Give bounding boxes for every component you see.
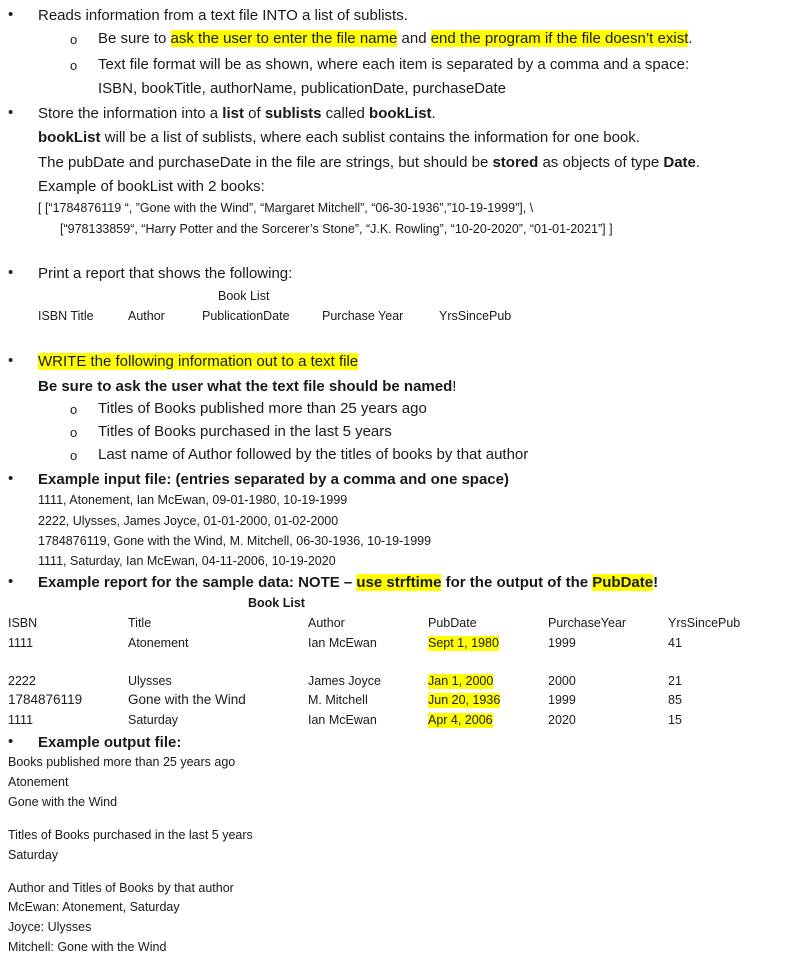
circle-bullet: o bbox=[70, 402, 78, 417]
table-cell: James Joyce bbox=[308, 674, 381, 688]
table-cell-pubdate: Jan 1, 2000 bbox=[428, 674, 494, 688]
output-line: Joyce: Ulysses bbox=[8, 920, 92, 934]
table-cell-pubdate: Jun 20, 1936 bbox=[428, 693, 501, 707]
table-cell: Atonement bbox=[128, 636, 189, 650]
circle-bullet: o bbox=[70, 425, 78, 440]
output-item: Titles of Books purchased in the last 5 years bbox=[98, 423, 392, 440]
input-row: 1784876119, Gone with the Wind, M. Mitchell, 06-30-1936, 10-19-1999 bbox=[38, 534, 432, 548]
table-cell: Gone with the Wind bbox=[128, 692, 246, 707]
table-cell: 1111 bbox=[8, 636, 34, 650]
output-item: Last name of Author followed by the titles of books by that author bbox=[98, 446, 529, 463]
req-store-list: Store the information into a list of sublists called bookList. bbox=[38, 105, 436, 122]
table-header: PurchaseYear bbox=[548, 616, 627, 630]
report-col: YrsSincePub bbox=[439, 309, 512, 323]
example-report-heading: Example report for the sample data: NOTE – use strftime for the output of the PubDate! bbox=[38, 574, 659, 591]
table-cell: Ian McEwan bbox=[308, 636, 377, 650]
table-cell: 1999 bbox=[548, 636, 576, 650]
bullet-dot: • bbox=[8, 352, 14, 369]
table-cell: 41 bbox=[668, 636, 682, 650]
table-cell: M. Mitchell bbox=[308, 693, 368, 707]
circle-bullet: o bbox=[70, 58, 78, 73]
table-cell-pubdate: Apr 4, 2006 bbox=[428, 713, 493, 727]
circle-bullet: o bbox=[70, 448, 78, 463]
req-print-report: Print a report that shows the following: bbox=[38, 265, 293, 282]
input-row: 2222, Ulysses, James Joyce, 01-01-2000, 01-02-2000 bbox=[38, 514, 339, 528]
output-line: Books published more than 25 years ago bbox=[8, 755, 236, 769]
req-read-file: Reads information from a text file INTO a list of sublists. bbox=[38, 7, 408, 24]
table-header: PubDate bbox=[428, 616, 477, 630]
circle-bullet: o bbox=[70, 32, 78, 47]
example-input-heading: Example input file: (entries separated by a comma and one space) bbox=[38, 471, 509, 488]
output-item: Titles of Books published more than 25 years ago bbox=[98, 400, 427, 417]
table-cell: 1999 bbox=[548, 693, 576, 707]
table-cell: Ian McEwan bbox=[308, 713, 377, 727]
output-line: Gone with the Wind bbox=[8, 795, 118, 809]
table-cell: 15 bbox=[668, 713, 682, 727]
table-cell: 2222 bbox=[8, 674, 36, 688]
sample-report-title: Book List bbox=[248, 596, 305, 610]
table-cell: 85 bbox=[668, 693, 682, 707]
date-desc: The pubDate and purchaseDate in the file are strings, but should be stored as objects of type Date. bbox=[38, 154, 701, 171]
bullet-dot: • bbox=[8, 6, 14, 23]
input-row: 1111, Saturday, Ian McEwan, 04-11-2006, 10-19-2020 bbox=[38, 554, 336, 568]
report-title: Book List bbox=[218, 289, 270, 303]
req-write-file: WRITE the following information out to a text file bbox=[38, 353, 359, 370]
output-line: Atonement bbox=[8, 775, 69, 789]
output-line: Titles of Books purchased in the last 5 years bbox=[8, 828, 253, 842]
table-cell: 21 bbox=[668, 674, 682, 688]
table-cell: 1784876119 bbox=[8, 692, 83, 707]
bullet-dot: • bbox=[8, 264, 14, 281]
bullet-dot: • bbox=[8, 573, 14, 590]
table-header: ISBN bbox=[8, 616, 38, 630]
req-file-format: Text file format will be as shown, where each item is separated by a comma and a space: bbox=[98, 56, 690, 73]
bullet-dot: • bbox=[8, 470, 14, 487]
bullet-dot: • bbox=[8, 733, 14, 750]
report-col: ISBN Title bbox=[38, 309, 94, 323]
bullet-dot: • bbox=[8, 104, 14, 121]
output-line: Mitchell: Gone with the Wind bbox=[8, 940, 167, 954]
example-output-heading: Example output file: bbox=[38, 734, 182, 751]
table-cell: Saturday bbox=[128, 713, 179, 727]
example-booklist-line1: [ [“1784876119 “, ”Gone with the Wind”, “Margaret Mitchell”, “06-30-1936”,”10-19-1999”], \ bbox=[38, 201, 534, 215]
ask-output-filename: Be sure to ask the user what the text file should be named! bbox=[38, 378, 457, 395]
report-col: Purchase Year bbox=[322, 309, 404, 323]
table-cell-pubdate: Sept 1, 1980 bbox=[428, 636, 499, 650]
table-cell: 1111 bbox=[8, 713, 34, 727]
table-header: Author bbox=[308, 616, 345, 630]
table-header: YrsSincePub bbox=[668, 616, 741, 630]
file-format-fields: ISBN, bookTitle, authorName, publicationDate, purchaseDate bbox=[98, 80, 506, 97]
req-ask-filename: Be sure to ask the user to enter the file name and end the program if the file doesn’t exist. bbox=[98, 30, 693, 47]
output-line: Saturday bbox=[8, 848, 59, 862]
example-booklist-line2: [“978133859“, “Harry Potter and the Sorcerer’s Stone”, “J.K. Rowling”, “10-20-2020”, “01-01-2021”] ] bbox=[60, 222, 613, 236]
table-cell: 2000 bbox=[548, 674, 576, 688]
output-line: McEwan: Atonement, Saturday bbox=[8, 900, 180, 914]
booklist-desc: bookList will be a list of sublists, where each sublist contains the information for one book. bbox=[38, 129, 640, 146]
input-row: 1111, Atonement, Ian McEwan, 09-01-1980, 10-19-1999 bbox=[38, 493, 348, 507]
table-cell: 2020 bbox=[548, 713, 576, 727]
table-header: Title bbox=[128, 616, 152, 630]
report-col: PublicationDate bbox=[202, 309, 290, 323]
report-col: Author bbox=[128, 309, 165, 323]
output-line: Author and Titles of Books by that author bbox=[8, 881, 234, 895]
example-booklist-label: Example of bookList with 2 books: bbox=[38, 178, 265, 195]
table-cell: Ulysses bbox=[128, 674, 172, 688]
